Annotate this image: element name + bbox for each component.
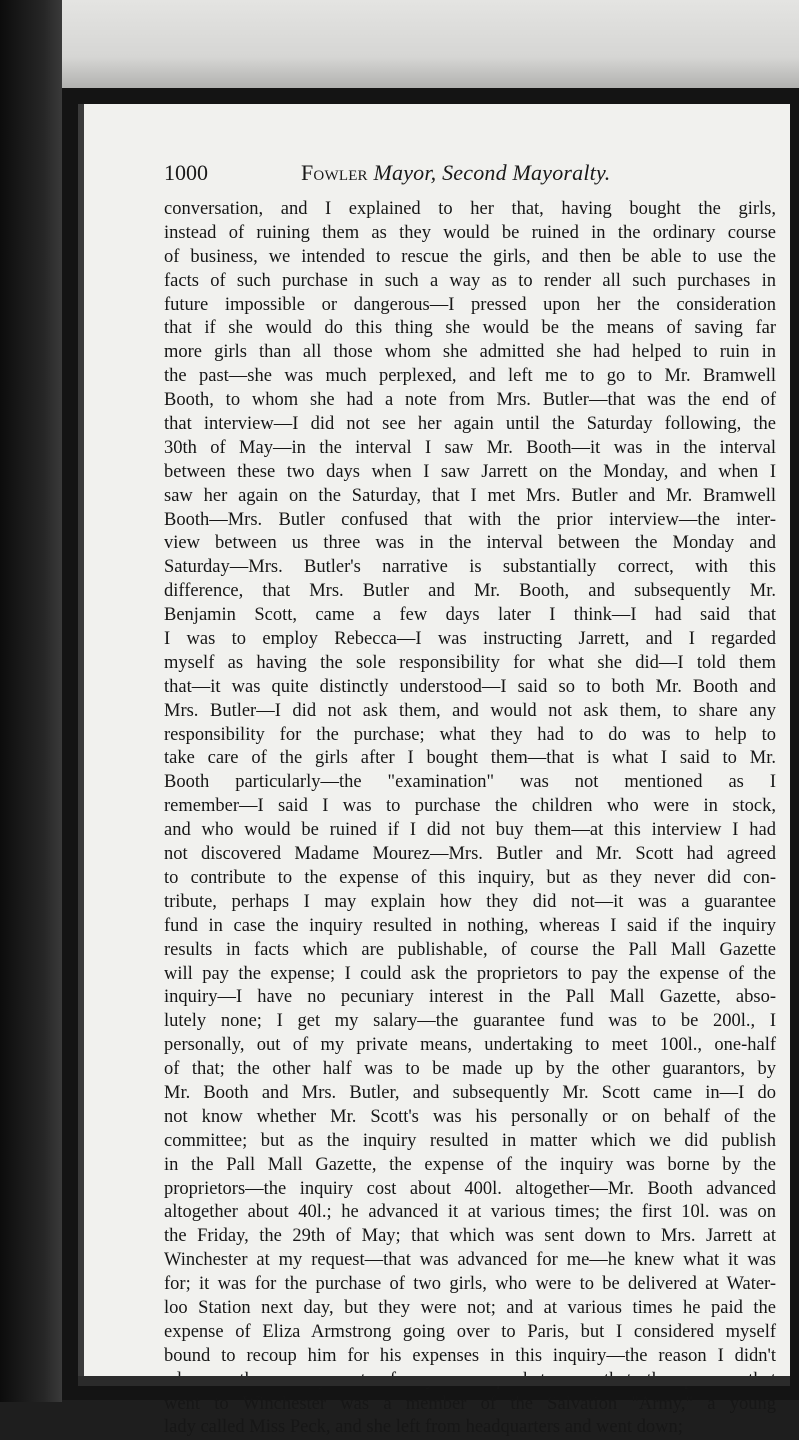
text-line: results in facts which are publishable, of course the Pall Mall Gazette: [164, 939, 776, 960]
text-line: facts of such purchase in such a way as to render all such purchases in: [164, 270, 776, 291]
book-page: [78, 104, 790, 1438]
text-line: Mrs. Butler—I did not ask them, and would not ask them, to share any: [164, 700, 776, 721]
text-line: of that; the other half was to be made up by the other guarantors, by: [164, 1059, 776, 1080]
text-line: for; it was for the purchase of two girls, who were to be delivered at Water-: [164, 1274, 776, 1295]
page-number: 1000: [164, 160, 208, 185]
text-line: loo Station next day, but they were not; and at various times he paid the: [164, 1297, 776, 1318]
text-line: lutely none; I get my salary—the guarantee fund was to be 200l., I: [164, 1011, 776, 1032]
text-line: expense of Eliza Armstrong going over to Paris, but I considered myself: [164, 1321, 776, 1342]
text-line: view between us three was in the interval between the Monday and: [164, 533, 776, 554]
text-line: that if she would do this thing she would be the means of saving far: [164, 318, 776, 339]
text-line: will pay the expense; I could ask the proprietors to pay the expense of the: [164, 963, 776, 984]
text-line: personally, out of my private means, undertaking to meet 100l., one-half: [164, 1035, 776, 1056]
text-line: tribute, perhaps I may explain how they did not—it was a guarantee: [164, 891, 776, 912]
text-line: Mr. Booth and Mrs. Butler, and subsequently Mr. Scott came in—I do: [164, 1082, 776, 1103]
text-line: Winchester at my request—that was advanced for me—he knew what it was: [164, 1250, 776, 1271]
running-title: [301, 160, 610, 186]
page-edge-shadow: [78, 1376, 790, 1386]
text-line: 30th of May—in the interval I saw Mr. Booth—it was in the interval: [164, 437, 776, 458]
text-line: myself as having the sole responsibility for what she did—I told them: [164, 652, 776, 673]
text-line: in the Pall Mall Gazette, the expense of the inquiry was borne by the: [164, 1154, 776, 1175]
text-line: not discovered Madame Mourez—Mrs. Butler and Mr. Scott had agreed: [164, 844, 776, 865]
text-line: fund in case the inquiry resulted in nothing, whereas I said if the inquiry: [164, 915, 776, 936]
text-line: remember—I said I was to purchase the children who were in stock,: [164, 796, 776, 817]
text-line: Saturday—Mrs. Butler's narrative is substantially correct, with this: [164, 557, 776, 578]
text-line: difference, that Mrs. Butler and Mr. Booth, and subsequently Mr.: [164, 581, 776, 602]
text-line: I was to employ Rebecca—I was instructing Jarrett, and I regarded: [164, 629, 776, 650]
text-line: between these two days when I saw Jarrett on the Monday, and when I: [164, 461, 776, 482]
text-line: more girls than all those whom she admitted she had helped to ruin in: [164, 342, 776, 363]
text-line: that interview—I did not see her again until the Saturday following, the: [164, 414, 776, 435]
text-line: Booth particularly—the "examination" was not mentioned as I: [164, 772, 776, 793]
text-line: take care of the girls after I bought them—that is what I said to Mr.: [164, 748, 776, 769]
text-line: conversation, and I explained to her that, having bought the girls,: [164, 199, 776, 219]
text-line: of business, we intended to rescue the girls, and then be able to use the: [164, 246, 776, 267]
text-line: to contribute to the expense of this inquiry, but as they never did con-: [164, 867, 776, 888]
text-line: not know whether Mr. Scott's was his personally or on behalf of the: [164, 1106, 776, 1127]
text-line: went to Winchester was a member of the Salvation "Army," a young: [164, 1393, 776, 1414]
text-line: inquiry—I have no pecuniary interest in the Pall Mall Gazette, abso-: [164, 987, 776, 1008]
text-line: proprietors—the inquiry cost about 400l. altogether—Mr. Booth advanced: [164, 1178, 776, 1199]
scan-background-left: [0, 0, 62, 1402]
scan-background-top: [0, 0, 799, 95]
text-line: Booth—Mrs. Butler confused that with the prior interview—the inter-: [164, 509, 776, 530]
text-line: the past—she was much perplexed, and left me to go to Mr. Bramwell: [164, 366, 776, 387]
page-header: [164, 160, 764, 186]
text-line: instead of ruining them as they would be ruined in the ordinary course: [164, 222, 776, 243]
running-title-rest: Mayor, Second Mayoralty.: [367, 160, 611, 185]
text-line: altogether about 40l.; he advanced it at various times; the first 10l. was on: [164, 1202, 776, 1223]
text-line: lady called Miss Peck, and she left from headquarters and went down;: [164, 1417, 683, 1438]
running-title-name: Fowler: [301, 160, 368, 185]
text-line: the Friday, the 29th of May; that which was sent down to Mrs. Jarrett at: [164, 1226, 776, 1247]
text-line: committee; but as the inquiry resulted in matter which we did publish: [164, 1130, 776, 1151]
text-line: Booth, to whom she had a note from Mrs. Butler—that was the end of: [164, 390, 776, 411]
text-line: bound to recoup him for his expenses in this inquiry—the reason I didn't: [164, 1345, 776, 1366]
text-line: that—it was quite distinctly understood—I said so to both Mr. Booth and: [164, 676, 776, 697]
text-line: and who would be ruined if I did not buy them—at this interview I had: [164, 820, 776, 841]
body-text: [164, 198, 776, 1440]
text-line: Benjamin Scott, came a few days later I think—I had said that: [164, 605, 776, 626]
text-line: responsibility for the purchase; what they had to do was to help to: [164, 724, 776, 745]
text-line: future impossible or dangerous—I pressed upon her the consideration: [164, 294, 776, 315]
text-line: saw her again on the Saturday, that I met Mrs. Butler and Mr. Bramwell: [164, 485, 776, 506]
